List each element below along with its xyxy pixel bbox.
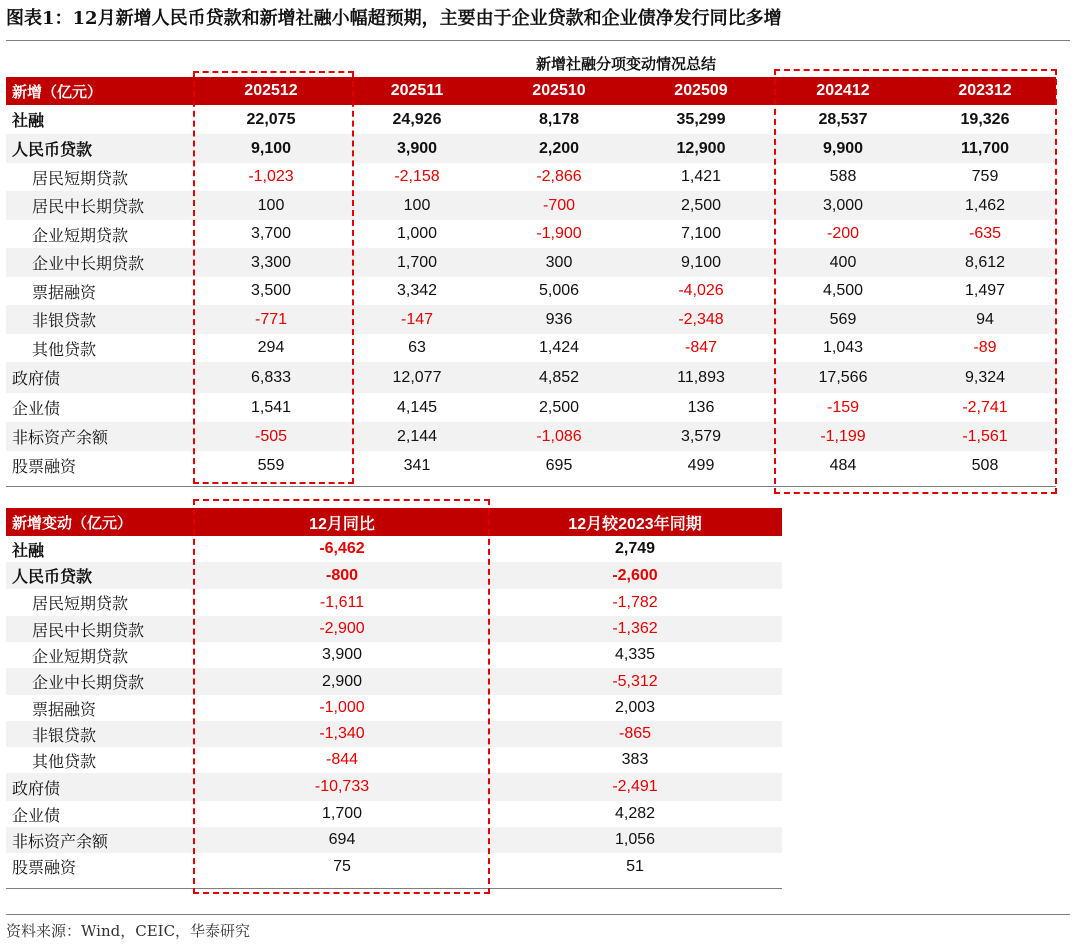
table-cell: 559 <box>257 456 285 474</box>
table-cell: 4,282 <box>614 805 656 822</box>
row-label: 企业中长期贷款 <box>6 668 196 695</box>
table-cell: 136 <box>687 398 715 416</box>
table-cell: 9,900 <box>772 134 914 163</box>
table-cell: 936 <box>488 305 630 334</box>
table-cell: -5,312 <box>488 668 782 695</box>
row-label: 企业债 <box>12 805 61 825</box>
table-cell: 3,342 <box>396 282 438 299</box>
table-cell: -1,611 <box>319 593 365 611</box>
table-cell: 759 <box>971 168 999 185</box>
table-cell: -1,561 <box>914 422 1056 451</box>
row-label: 非银贷款 <box>6 305 196 334</box>
row-label: 人民币贷款 <box>6 562 196 589</box>
header-corner-label: 新增变动（亿元） <box>6 508 196 536</box>
table-cell: -1,000 <box>319 699 365 716</box>
title-rule <box>6 40 1070 41</box>
row-label: 企业短期贷款 <box>32 225 129 245</box>
row-label: 票据融资 <box>32 699 97 719</box>
source-rule <box>6 914 1070 915</box>
table-cell: 9,100 <box>196 134 346 163</box>
table-cell: -2,741 <box>962 398 1008 416</box>
table-cell: 4,852 <box>488 362 630 393</box>
row-label: 企业短期贷款 <box>32 646 129 666</box>
table-cell: 294 <box>257 339 285 356</box>
row-label: 居民短期贷款 <box>32 594 129 613</box>
table-cell: 51 <box>626 857 644 875</box>
table-cell: -1,340 <box>196 721 488 747</box>
table-cell: -505 <box>196 422 346 451</box>
row-label: 股票融资 <box>12 457 77 476</box>
table-cell: 2,900 <box>196 668 488 695</box>
row-label: 企业中长期贷款 <box>6 248 196 277</box>
table-cell: 3,900 <box>321 646 363 663</box>
table-cell: -2,158 <box>394 168 440 185</box>
header-corner-label: 新增（亿元） <box>6 77 196 105</box>
table-cell: 8,178 <box>538 110 580 128</box>
table1-caption: 新增社融分项变动情况总结 <box>535 55 716 73</box>
table-cell: 2,500 <box>630 191 772 220</box>
table-cell: 100 <box>346 191 488 220</box>
table-cell: 1,541 <box>250 398 292 416</box>
table-cell: 3,000 <box>772 191 914 220</box>
column-header: 12月较2023年同期 <box>488 508 782 536</box>
table-cell: -159 <box>826 398 860 416</box>
table-cell: 22,075 <box>246 110 296 128</box>
table-cell: -10,733 <box>196 773 488 801</box>
table-cell: -635 <box>968 225 1002 242</box>
table-cell: 12,900 <box>630 134 772 163</box>
row-label: 股票融资 <box>12 858 77 877</box>
figure-title: 图表1：12月新增人民币贷款和新增社融小幅超预期，主要由于企业贷款和企业债净发行同比多增 <box>6 8 782 29</box>
table-cell: -4,026 <box>678 282 724 299</box>
row-label: 政府债 <box>6 362 196 393</box>
row-label: 票据融资 <box>32 282 97 302</box>
column-header: 12月同比 <box>196 508 488 536</box>
table-cell: 1,056 <box>488 827 782 853</box>
column-header: 202511 <box>346 77 488 105</box>
table-cell: 569 <box>772 305 914 334</box>
table-cell: 3,900 <box>346 134 488 163</box>
table-cell: -800 <box>196 562 488 589</box>
table-cell: 9,100 <box>630 248 772 277</box>
row-label: 非银贷款 <box>6 721 196 747</box>
table-cell: 2,749 <box>614 540 656 557</box>
table-cell: 499 <box>687 456 715 474</box>
table-cell: 694 <box>196 827 488 853</box>
table-cell: 1,043 <box>822 339 864 356</box>
table-cell: 1,700 <box>346 248 488 277</box>
table-cell: 35,299 <box>676 110 726 128</box>
table-cell: -1,086 <box>488 422 630 451</box>
table-cell: 63 <box>408 339 426 356</box>
table-cell: 400 <box>772 248 914 277</box>
column-header: 202510 <box>488 77 630 105</box>
table-cell: 3,579 <box>630 422 772 451</box>
table-cell: 17,566 <box>772 362 914 393</box>
table-cell: 3,500 <box>250 282 292 299</box>
table-cell: 1,000 <box>396 225 438 242</box>
table-cell: 2,500 <box>538 398 580 416</box>
table-cell: 2,003 <box>614 699 656 716</box>
row-label: 企业债 <box>12 399 61 418</box>
table-cell: 2,200 <box>488 134 630 163</box>
table-cell: 588 <box>829 168 857 185</box>
table-cell: 300 <box>488 248 630 277</box>
table-cell: 19,326 <box>960 110 1010 128</box>
source-note: 资料来源：Wind，CEIC，华泰研究 <box>6 922 251 940</box>
table-cell: 7,100 <box>680 225 722 242</box>
table-cell: -2,900 <box>196 616 488 642</box>
row-label: 非标资产余额 <box>6 422 196 451</box>
row-label: 居民中长期贷款 <box>6 191 196 220</box>
table-cell: -865 <box>488 721 782 747</box>
table-cell: 1,700 <box>321 805 363 822</box>
table-cell: 1,421 <box>680 168 722 185</box>
table-cell: -2,866 <box>536 168 582 185</box>
table-cell: 12,077 <box>346 362 488 393</box>
table-cell: -2,600 <box>488 562 782 589</box>
column-header: 202512 <box>196 77 346 105</box>
table-cell: -2,348 <box>630 305 772 334</box>
table-cell: -844 <box>325 751 359 768</box>
table-cell: 94 <box>914 305 1056 334</box>
table-cell: -1,900 <box>536 225 582 242</box>
row-label: 人民币贷款 <box>6 134 196 163</box>
table-cell: -1,199 <box>772 422 914 451</box>
table-cell: 341 <box>403 456 431 474</box>
table-cell: -147 <box>346 305 488 334</box>
table-cell: 1,462 <box>914 191 1056 220</box>
table-cell: -700 <box>488 191 630 220</box>
table-cell: -6,462 <box>319 540 365 557</box>
row-label: 居民短期贷款 <box>32 168 129 188</box>
row-label: 社融 <box>12 540 45 560</box>
table-cell: 75 <box>333 857 351 875</box>
row-label: 政府债 <box>6 773 196 801</box>
table-cell: -89 <box>973 339 997 356</box>
table-cell: 6,833 <box>196 362 346 393</box>
table-cell: 3,700 <box>250 225 292 242</box>
table-cell: 100 <box>196 191 346 220</box>
highlight-box-prior-years <box>774 69 1057 494</box>
table-cell: 1,497 <box>964 282 1006 299</box>
table-cell: -771 <box>196 305 346 334</box>
table-cell: -200 <box>826 225 860 242</box>
table-cell: -1,782 <box>612 593 658 611</box>
table-cell: 5,006 <box>538 282 580 299</box>
highlight-box-yoy <box>193 499 490 894</box>
column-header: 202412 <box>772 77 914 105</box>
table-cell: 3,300 <box>196 248 346 277</box>
table-cell: 8,612 <box>914 248 1056 277</box>
table-cell: -1,023 <box>248 168 294 185</box>
table-cell: 695 <box>545 456 573 474</box>
column-header: 202509 <box>630 77 772 105</box>
table-cell: 1,424 <box>538 339 580 356</box>
table-cell: 28,537 <box>818 110 868 128</box>
table-cell: 383 <box>621 751 649 768</box>
table-cell: 24,926 <box>392 110 442 128</box>
row-label: 其他贷款 <box>32 751 97 771</box>
row-label: 非标资产余额 <box>6 827 196 853</box>
table-cell: 484 <box>829 456 857 474</box>
table-cell: 2,144 <box>346 422 488 451</box>
table-cell: 11,700 <box>914 134 1056 163</box>
highlight-box-202512 <box>193 71 354 484</box>
table-cell: 4,500 <box>822 282 864 299</box>
column-header: 202312 <box>914 77 1056 105</box>
table-cell: 9,324 <box>914 362 1056 393</box>
table-cell: -847 <box>684 339 718 356</box>
table-cell: 508 <box>971 456 999 474</box>
table-cell: 4,145 <box>396 398 438 416</box>
table-cell: -2,491 <box>488 773 782 801</box>
table-cell: 4,335 <box>614 646 656 663</box>
row-label: 其他贷款 <box>32 339 97 359</box>
table-cell: -1,362 <box>488 616 782 642</box>
table-cell: 11,893 <box>630 362 772 393</box>
row-label: 居民中长期贷款 <box>6 616 196 642</box>
row-label: 社融 <box>12 111 45 130</box>
